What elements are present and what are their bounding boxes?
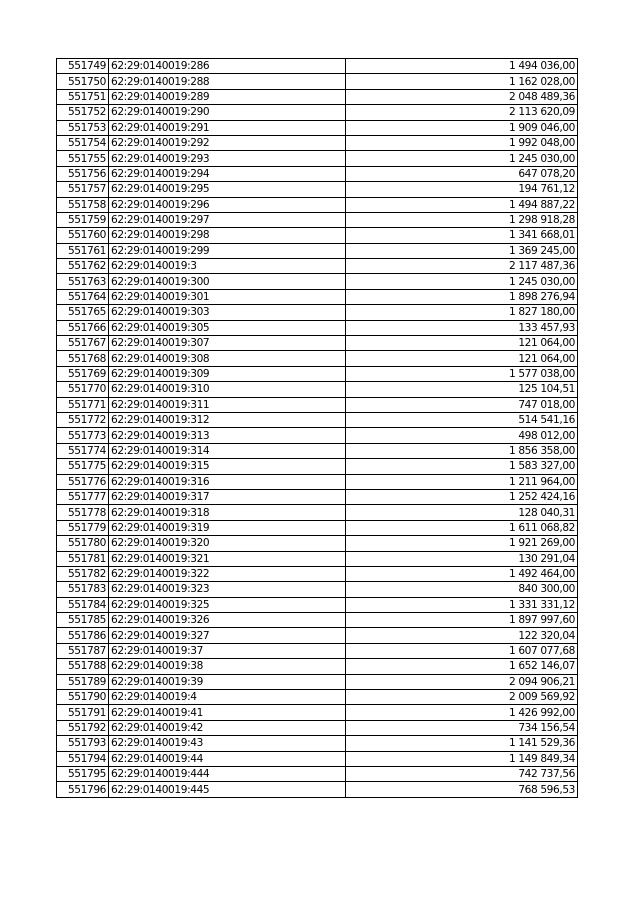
row-number-cell: 551769 <box>57 366 109 381</box>
cadastral-number-cell: 62:29:0140019:3 <box>109 259 346 274</box>
table-row <box>57 274 578 289</box>
table-row <box>57 766 578 781</box>
cadastral-value-cell: 1 856 358,00 <box>346 443 578 458</box>
row-number-cell: 551764 <box>57 289 109 304</box>
cadastral-number-cell: 62:29:0140019:303 <box>109 305 346 320</box>
cadastral-value-cell: 1 898 276,94 <box>346 289 578 304</box>
table-row <box>57 382 578 397</box>
row-number-cell: 551777 <box>57 489 109 504</box>
table-row <box>57 551 578 566</box>
table-row <box>57 720 578 735</box>
cadastral-value-cell: 1 577 038,00 <box>346 366 578 381</box>
row-number-cell: 551762 <box>57 259 109 274</box>
row-number-cell: 551758 <box>57 197 109 212</box>
row-number-cell: 551792 <box>57 720 109 735</box>
row-number-cell: 551760 <box>57 228 109 243</box>
table-row <box>57 489 578 504</box>
row-number-cell: 551757 <box>57 182 109 197</box>
table-row <box>57 289 578 304</box>
cadastral-value-cell: 2 117 487,36 <box>346 259 578 274</box>
cadastral-number-cell: 62:29:0140019:317 <box>109 489 346 504</box>
table-row <box>57 105 578 120</box>
cadastral-value-cell: 734 156,54 <box>346 720 578 735</box>
row-number-cell: 551756 <box>57 166 109 181</box>
cadastral-number-cell: 62:29:0140019:301 <box>109 289 346 304</box>
cadastral-number-cell: 62:29:0140019:288 <box>109 74 346 89</box>
cadastral-value-cell: 514 541,16 <box>346 412 578 427</box>
table-row <box>57 259 578 274</box>
cadastral-number-cell: 62:29:0140019:321 <box>109 551 346 566</box>
cadastral-number-cell: 62:29:0140019:310 <box>109 382 346 397</box>
cadastral-value-cell: 840 300,00 <box>346 582 578 597</box>
table-row <box>57 582 578 597</box>
cadastral-number-cell: 62:29:0140019:298 <box>109 228 346 243</box>
table-row <box>57 212 578 227</box>
row-number-cell: 551772 <box>57 412 109 427</box>
table-row <box>57 305 578 320</box>
row-number-cell: 551783 <box>57 582 109 597</box>
table-row <box>57 182 578 197</box>
row-number-cell: 551759 <box>57 212 109 227</box>
cadastral-number-cell: 62:29:0140019:314 <box>109 443 346 458</box>
cadastral-value-cell: 1 245 030,00 <box>346 151 578 166</box>
cadastral-number-cell: 62:29:0140019:323 <box>109 582 346 597</box>
row-number-cell: 551785 <box>57 613 109 628</box>
table-row <box>57 74 578 89</box>
table-row <box>57 320 578 335</box>
row-number-cell: 551751 <box>57 89 109 104</box>
cadastral-value-cell: 1 921 269,00 <box>346 536 578 551</box>
cadastral-value-cell: 1 607 077,68 <box>346 643 578 658</box>
table-row <box>57 520 578 535</box>
row-number-cell: 551787 <box>57 643 109 658</box>
table-row <box>57 736 578 751</box>
cadastral-value-cell: 133 457,93 <box>346 320 578 335</box>
row-number-cell: 551794 <box>57 751 109 766</box>
row-number-cell: 551786 <box>57 628 109 643</box>
table-row <box>57 59 578 74</box>
table-row <box>57 166 578 181</box>
table-row <box>57 705 578 720</box>
cadastral-number-cell: 62:29:0140019:41 <box>109 705 346 720</box>
table-row <box>57 428 578 443</box>
table-row <box>57 474 578 489</box>
table-body <box>57 59 578 798</box>
cadastral-number-cell: 62:29:0140019:327 <box>109 628 346 643</box>
table-row <box>57 459 578 474</box>
row-number-cell: 551755 <box>57 151 109 166</box>
row-number-cell: 551754 <box>57 135 109 150</box>
row-number-cell: 551750 <box>57 74 109 89</box>
table-row <box>57 228 578 243</box>
table-row <box>57 151 578 166</box>
cadastral-number-cell: 62:29:0140019:445 <box>109 782 346 797</box>
cadastral-number-cell: 62:29:0140019:307 <box>109 336 346 351</box>
row-number-cell: 551776 <box>57 474 109 489</box>
table-row <box>57 505 578 520</box>
cadastral-number-cell: 62:29:0140019:292 <box>109 135 346 150</box>
table-row <box>57 243 578 258</box>
cadastral-value-cell: 1 331 331,12 <box>346 597 578 612</box>
row-number-cell: 551763 <box>57 274 109 289</box>
row-number-cell: 551770 <box>57 382 109 397</box>
cadastral-number-cell: 62:29:0140019:293 <box>109 151 346 166</box>
row-number-cell: 551788 <box>57 659 109 674</box>
table-row <box>57 443 578 458</box>
cadastral-number-cell: 62:29:0140019:290 <box>109 105 346 120</box>
cadastral-value-cell: 1 149 849,34 <box>346 751 578 766</box>
table-row <box>57 690 578 705</box>
table-row <box>57 659 578 674</box>
row-number-cell: 551761 <box>57 243 109 258</box>
cadastral-number-cell: 62:29:0140019:289 <box>109 89 346 104</box>
row-number-cell: 551789 <box>57 674 109 689</box>
cadastral-number-cell: 62:29:0140019:315 <box>109 459 346 474</box>
cadastral-value-cell: 1 141 529,36 <box>346 736 578 751</box>
cadastral-number-cell: 62:29:0140019:326 <box>109 613 346 628</box>
cadastral-number-cell: 62:29:0140019:38 <box>109 659 346 674</box>
cadastral-number-cell: 62:29:0140019:294 <box>109 166 346 181</box>
cadastral-number-cell: 62:29:0140019:316 <box>109 474 346 489</box>
table-row <box>57 751 578 766</box>
cadastral-number-cell: 62:29:0140019:291 <box>109 120 346 135</box>
cadastral-number-cell: 62:29:0140019:322 <box>109 566 346 581</box>
cadastral-number-cell: 62:29:0140019:320 <box>109 536 346 551</box>
row-number-cell: 551791 <box>57 705 109 720</box>
cadastral-number-cell: 62:29:0140019:297 <box>109 212 346 227</box>
row-number-cell: 551784 <box>57 597 109 612</box>
cadastral-number-cell: 62:29:0140019:325 <box>109 597 346 612</box>
cadastral-value-cell: 1 211 964,00 <box>346 474 578 489</box>
cadastral-number-cell: 62:29:0140019:313 <box>109 428 346 443</box>
cadastral-value-cell: 1 369 245,00 <box>346 243 578 258</box>
table-row <box>57 613 578 628</box>
cadastral-value-cell: 768 596,53 <box>346 782 578 797</box>
table-row <box>57 366 578 381</box>
cadastral-number-cell: 62:29:0140019:43 <box>109 736 346 751</box>
table-row <box>57 597 578 612</box>
row-number-cell: 551752 <box>57 105 109 120</box>
cadastral-value-cell: 1 252 424,16 <box>346 489 578 504</box>
cadastral-value-cell: 2 048 489,36 <box>346 89 578 104</box>
table-row <box>57 412 578 427</box>
cadastral-value-cell: 1 827 180,00 <box>346 305 578 320</box>
cadastral-number-cell: 62:29:0140019:4 <box>109 690 346 705</box>
cadastral-value-cell: 1 298 918,28 <box>346 212 578 227</box>
row-number-cell: 551768 <box>57 351 109 366</box>
row-number-cell: 551767 <box>57 336 109 351</box>
cadastral-value-cell: 121 064,00 <box>346 351 578 366</box>
cadastral-number-cell: 62:29:0140019:296 <box>109 197 346 212</box>
cadastral-value-cell: 1 909 046,00 <box>346 120 578 135</box>
cadastral-value-cell: 1 494 036,00 <box>346 59 578 74</box>
cadastral-number-cell: 62:29:0140019:42 <box>109 720 346 735</box>
cadastral-number-cell: 62:29:0140019:300 <box>109 274 346 289</box>
row-number-cell: 551796 <box>57 782 109 797</box>
cadastral-number-cell: 62:29:0140019:39 <box>109 674 346 689</box>
cadastral-value-cell: 1 162 028,00 <box>346 74 578 89</box>
cadastral-value-cell: 128 040,31 <box>346 505 578 520</box>
cadastral-value-cell: 742 737,56 <box>346 766 578 781</box>
row-number-cell: 551793 <box>57 736 109 751</box>
row-number-cell: 551778 <box>57 505 109 520</box>
row-number-cell: 551781 <box>57 551 109 566</box>
cadastral-number-cell: 62:29:0140019:286 <box>109 59 346 74</box>
table-row <box>57 120 578 135</box>
row-number-cell: 551773 <box>57 428 109 443</box>
cadastral-number-cell: 62:29:0140019:299 <box>109 243 346 258</box>
cadastral-number-cell: 62:29:0140019:319 <box>109 520 346 535</box>
cadastral-value-cell: 1 652 146,07 <box>346 659 578 674</box>
cadastral-value-cell: 122 320,04 <box>346 628 578 643</box>
table-row <box>57 643 578 658</box>
row-number-cell: 551766 <box>57 320 109 335</box>
cadastral-number-cell: 62:29:0140019:44 <box>109 751 346 766</box>
cadastral-number-cell: 62:29:0140019:295 <box>109 182 346 197</box>
cadastral-number-cell: 62:29:0140019:309 <box>109 366 346 381</box>
row-number-cell: 551780 <box>57 536 109 551</box>
row-number-cell: 551771 <box>57 397 109 412</box>
cadastral-value-table <box>56 58 578 798</box>
table-row <box>57 397 578 412</box>
table-row <box>57 351 578 366</box>
cadastral-value-cell: 1 897 997,60 <box>346 613 578 628</box>
table-row <box>57 628 578 643</box>
row-number-cell: 551749 <box>57 59 109 74</box>
cadastral-number-cell: 62:29:0140019:305 <box>109 320 346 335</box>
table-row <box>57 197 578 212</box>
cadastral-number-cell: 62:29:0140019:37 <box>109 643 346 658</box>
cadastral-value-cell: 498 012,00 <box>346 428 578 443</box>
row-number-cell: 551779 <box>57 520 109 535</box>
table-row <box>57 536 578 551</box>
table-row <box>57 89 578 104</box>
cadastral-number-cell: 62:29:0140019:311 <box>109 397 346 412</box>
cadastral-value-cell: 647 078,20 <box>346 166 578 181</box>
row-number-cell: 551765 <box>57 305 109 320</box>
row-number-cell: 551753 <box>57 120 109 135</box>
row-number-cell: 551795 <box>57 766 109 781</box>
cadastral-value-cell: 747 018,00 <box>346 397 578 412</box>
cadastral-value-cell: 130 291,04 <box>346 551 578 566</box>
row-number-cell: 551774 <box>57 443 109 458</box>
cadastral-number-cell: 62:29:0140019:318 <box>109 505 346 520</box>
row-number-cell: 551775 <box>57 459 109 474</box>
table-row <box>57 782 578 797</box>
cadastral-value-cell: 1 611 068,82 <box>346 520 578 535</box>
table-row <box>57 674 578 689</box>
cadastral-number-cell: 62:29:0140019:444 <box>109 766 346 781</box>
cadastral-value-cell: 1 341 668,01 <box>346 228 578 243</box>
cadastral-value-cell: 1 992 048,00 <box>346 135 578 150</box>
cadastral-value-cell: 1 494 887,22 <box>346 197 578 212</box>
cadastral-number-cell: 62:29:0140019:308 <box>109 351 346 366</box>
cadastral-value-cell: 1 492 464,00 <box>346 566 578 581</box>
table-row <box>57 135 578 150</box>
cadastral-value-cell: 2 009 569,92 <box>346 690 578 705</box>
cadastral-value-cell: 1 245 030,00 <box>346 274 578 289</box>
cadastral-value-cell: 2 113 620,09 <box>346 105 578 120</box>
row-number-cell: 551790 <box>57 690 109 705</box>
cadastral-value-cell: 1 583 327,00 <box>346 459 578 474</box>
row-number-cell: 551782 <box>57 566 109 581</box>
cadastral-value-cell: 1 426 992,00 <box>346 705 578 720</box>
table-row <box>57 566 578 581</box>
cadastral-value-cell: 121 064,00 <box>346 336 578 351</box>
table-row <box>57 336 578 351</box>
cadastral-value-cell: 194 761,12 <box>346 182 578 197</box>
cadastral-value-cell: 2 094 906,21 <box>346 674 578 689</box>
cadastral-number-cell: 62:29:0140019:312 <box>109 412 346 427</box>
cadastral-value-cell: 125 104,51 <box>346 382 578 397</box>
